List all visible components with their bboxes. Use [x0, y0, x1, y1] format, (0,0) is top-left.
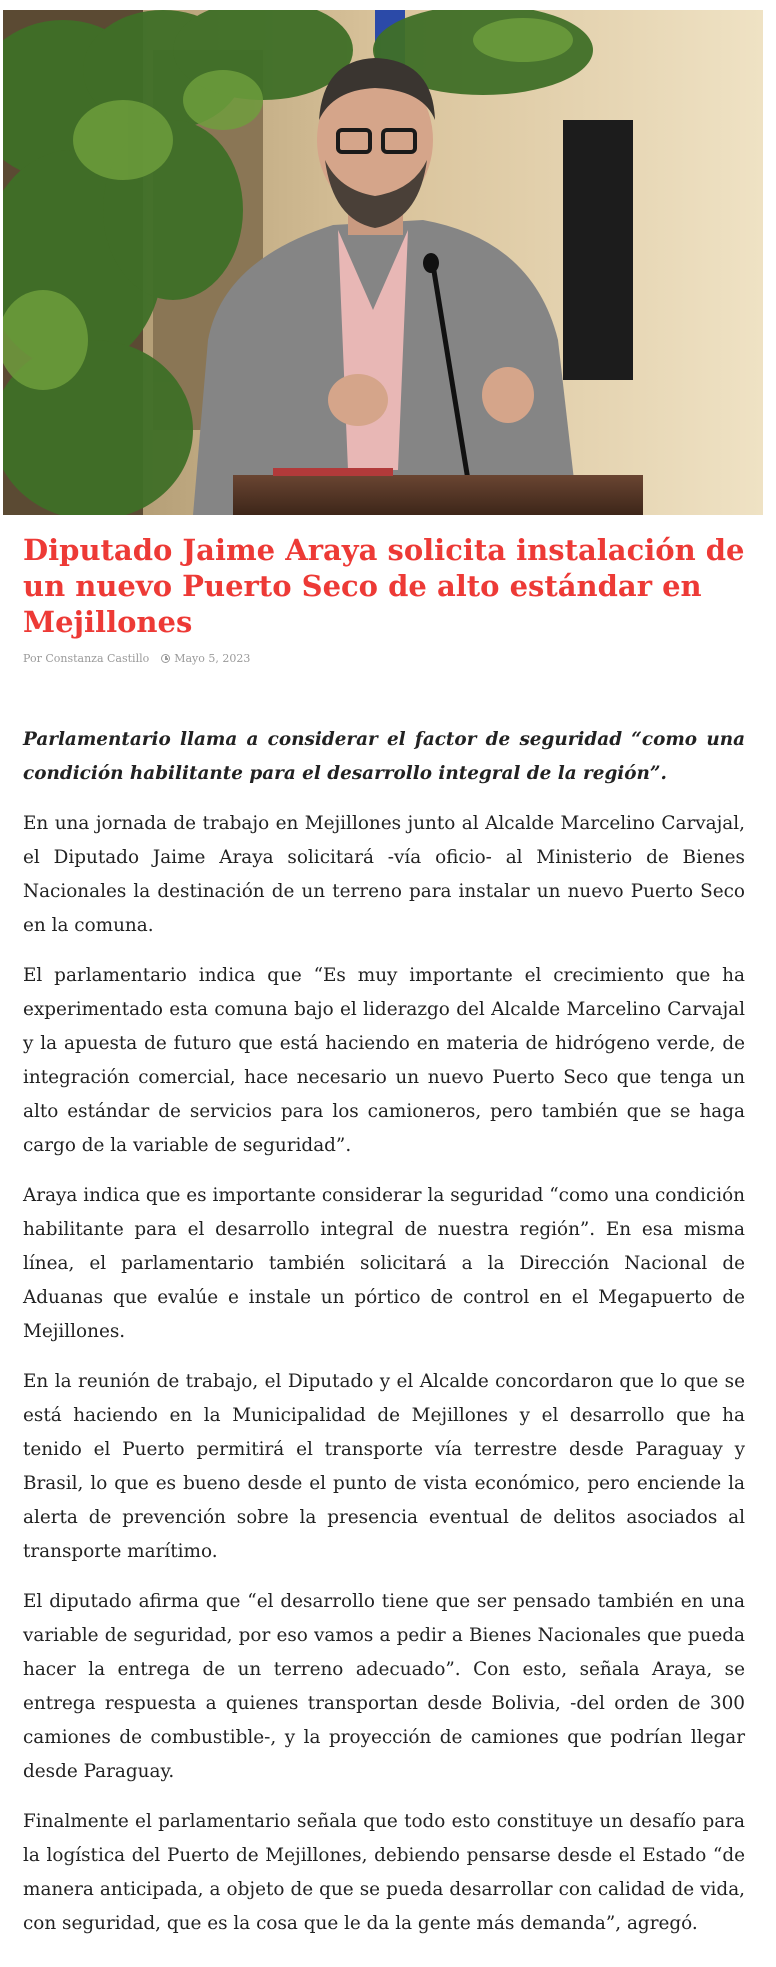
- article: [23, 532, 745, 1957]
- publish-date: [161, 652, 250, 665]
- speaker-photo: [3, 10, 763, 515]
- clock-icon: [161, 654, 170, 663]
- body-paragraph: El parlamentario indica que “Es muy importante el crecimiento que ha experimentado esta comuna bajo el liderazgo del Alcalde Marcelino Carvajal y la apuesta de futuro que está haciendo en materia de hidrógeno verde, de integración comercial, hace necesario un nuevo Puerto Seco que tenga un alto estándar de servicios para los camioneros, pero también que se haga cargo de la variable de seguridad”.: [23, 965, 745, 1156]
- body-paragraph: El diputado afirma que “el desarrollo tiene que ser pensado también en una variable de seguridad, por eso vamos a pedir a Bienes Nacionales que pueda hacer la entrega de un terreno adecuado”. Con esto, señala Araya, se entrega respuesta a quienes transportan desde Bolivia, -del orden de 300 camiones de combustible-, y la proyección de camiones que podrían llegar desde Paraguay.: [23, 1591, 745, 1782]
- article-meta: [23, 652, 745, 665]
- body-paragraph: En una jornada de trabajo en Mejillones junto al Alcalde Marcelino Carvajal, el Diputado Jaime Araya solicitará -vía oficio- al Ministerio de Bienes Nacionales la destinación de un terreno para instalar un nuevo Puerto Seco en la comuna.: [23, 813, 745, 936]
- author-link[interactable]: Por Constanza Castillo: [23, 652, 150, 665]
- body-paragraph: Araya indica que es importante considerar la seguridad “como una condición habilitante para el desarrollo integral de nuestra región”. En esa misma línea, el parlamentario también solicitará a la Dirección Nacional de Aduanas que evalúe e instale un pórtico de control en el Megapuerto de Mejillones.: [23, 1185, 745, 1342]
- body-paragraph: Finalmente el parlamentario señala que todo esto constituye un desafío para la logística del Puerto de Mejillones, debiendo pensarse desde el Estado “de manera anticipada, a objeto de que se pueda desarrollar con calidad de vida, con seguridad, que es la cosa que le da la gente más demanda”, agregó.: [23, 1811, 745, 1934]
- date-text: Mayo 5, 2023: [174, 652, 251, 665]
- hero-image: [3, 10, 763, 515]
- article-body: [23, 723, 745, 1941]
- lead-paragraph: Parlamentario llama a considerar el factor de seguridad “como una condición habilitante para el desarrollo integral de la región”.: [23, 729, 745, 784]
- body-paragraph: En la reunión de trabajo, el Diputado y el Alcalde concordaron que lo que se está haciendo en la Municipalidad de Mejillones y el desarrollo que ha tenido el Puerto permitirá el transporte vía terrestre desde Paraguay y Brasil, lo que es bueno desde el punto de vista económico, pero enciende la alerta de prevención sobre la presencia eventual de delitos asociados al transporte marítimo.: [23, 1371, 745, 1562]
- article-title: Diputado Jaime Araya solicita instalación de un nuevo Puerto Seco de alto estándar en Mejillones: [23, 533, 745, 639]
